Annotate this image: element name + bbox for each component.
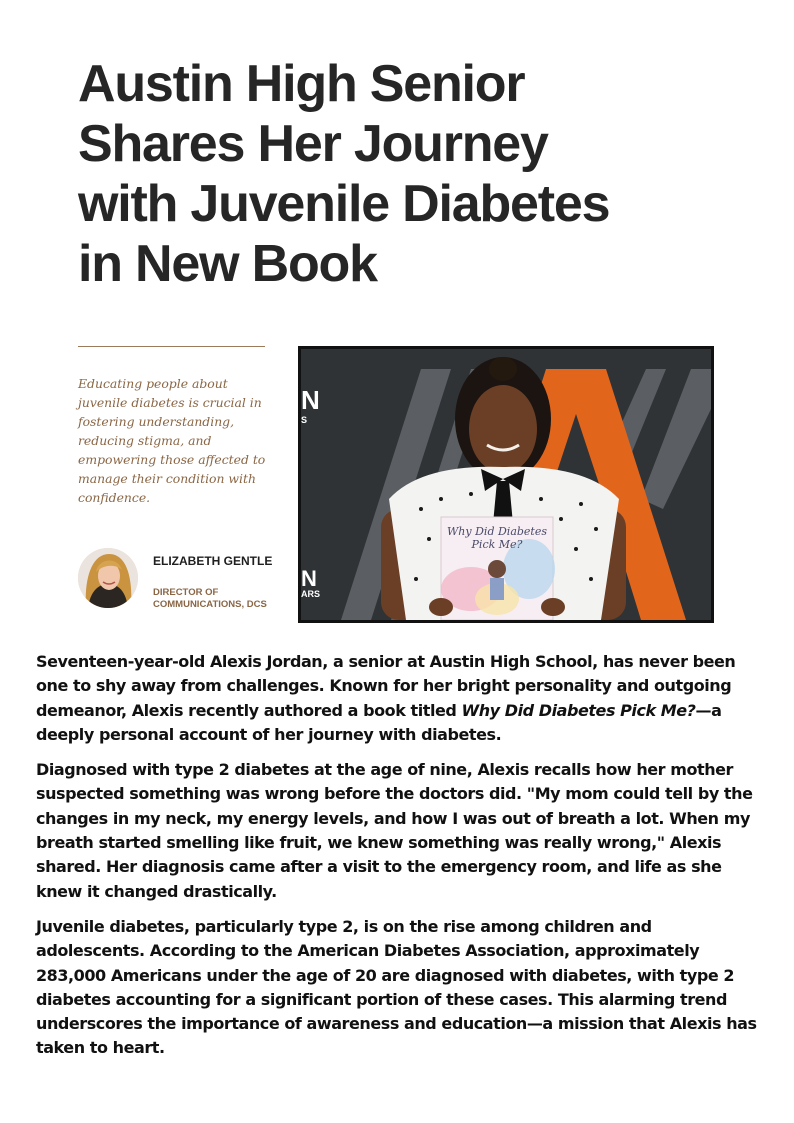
headline-line: with Juvenile Diabetes [78,175,610,233]
pull-quote: Educating people about juvenile diabetes is crucial in fostering understanding, reducing stigma, and empowering those affected to manage their condition with confidence. [78,376,266,505]
headline-line: in New Book [78,235,377,293]
svg-text:S: S [301,415,308,425]
divider [78,346,265,347]
svg-text:N: N [301,566,317,591]
article-headline [78,54,738,294]
author-name: ELIZABETH GENTLE [153,554,273,568]
paragraph [36,650,758,747]
paragraph-text: Seventeen-year-old Alexis Jordan, a senior at Austin High School, has never been one to shy away from challenges. Known for her bright personality and outgoing demeanor, Alexis recently authored a book titled [36,652,736,720]
headline-line: Austin High Senior [78,55,525,113]
author-byline [78,546,278,626]
paragraph: Diagnosed with type 2 diabetes at the age of nine, Alexis recalls how her mother suspected something was wrong before the doctors did. "My mom could tell by the changes in my neck, my energy levels, and how I was out of breath a lot. When my breath started smelling like fruit, we knew something was really wrong," Alexis shared. Her diagnosis came after a visit to the emergency room, and life as she knew it changed drastically. [36,760,753,901]
paragraph-text: —a deeply personal account of her journey with diabetes. [36,700,722,744]
author-role: DIRECTOR OF COMMUNICATIONS, DCS [153,587,267,610]
book-title-line2: Pick Me? [471,538,523,551]
svg-text:ARS: ARS [301,589,321,599]
paragraph: Juvenile diabetes, particularly type 2, is on the rise among children and adolescents. According to the American Diabetes Association, approximately 283,000 Americans under the age of 20 are diagnosed with diabetes, with type 2 diabetes accounting for a significant portion of these cases. This alarming trend underscores the importance of awareness and education—a mission that Alexis has taken to heart. [36,916,757,1058]
avatar [78,548,138,608]
article-body [36,650,758,1072]
book-title: Why Did Diabetes Pick Me? [461,700,696,720]
book-title-line1: Why Did Diabetes [447,525,547,538]
headline-line: Shares Her Journey [78,115,548,173]
article-photo [298,346,714,623]
svg-text:N: N [301,385,320,415]
